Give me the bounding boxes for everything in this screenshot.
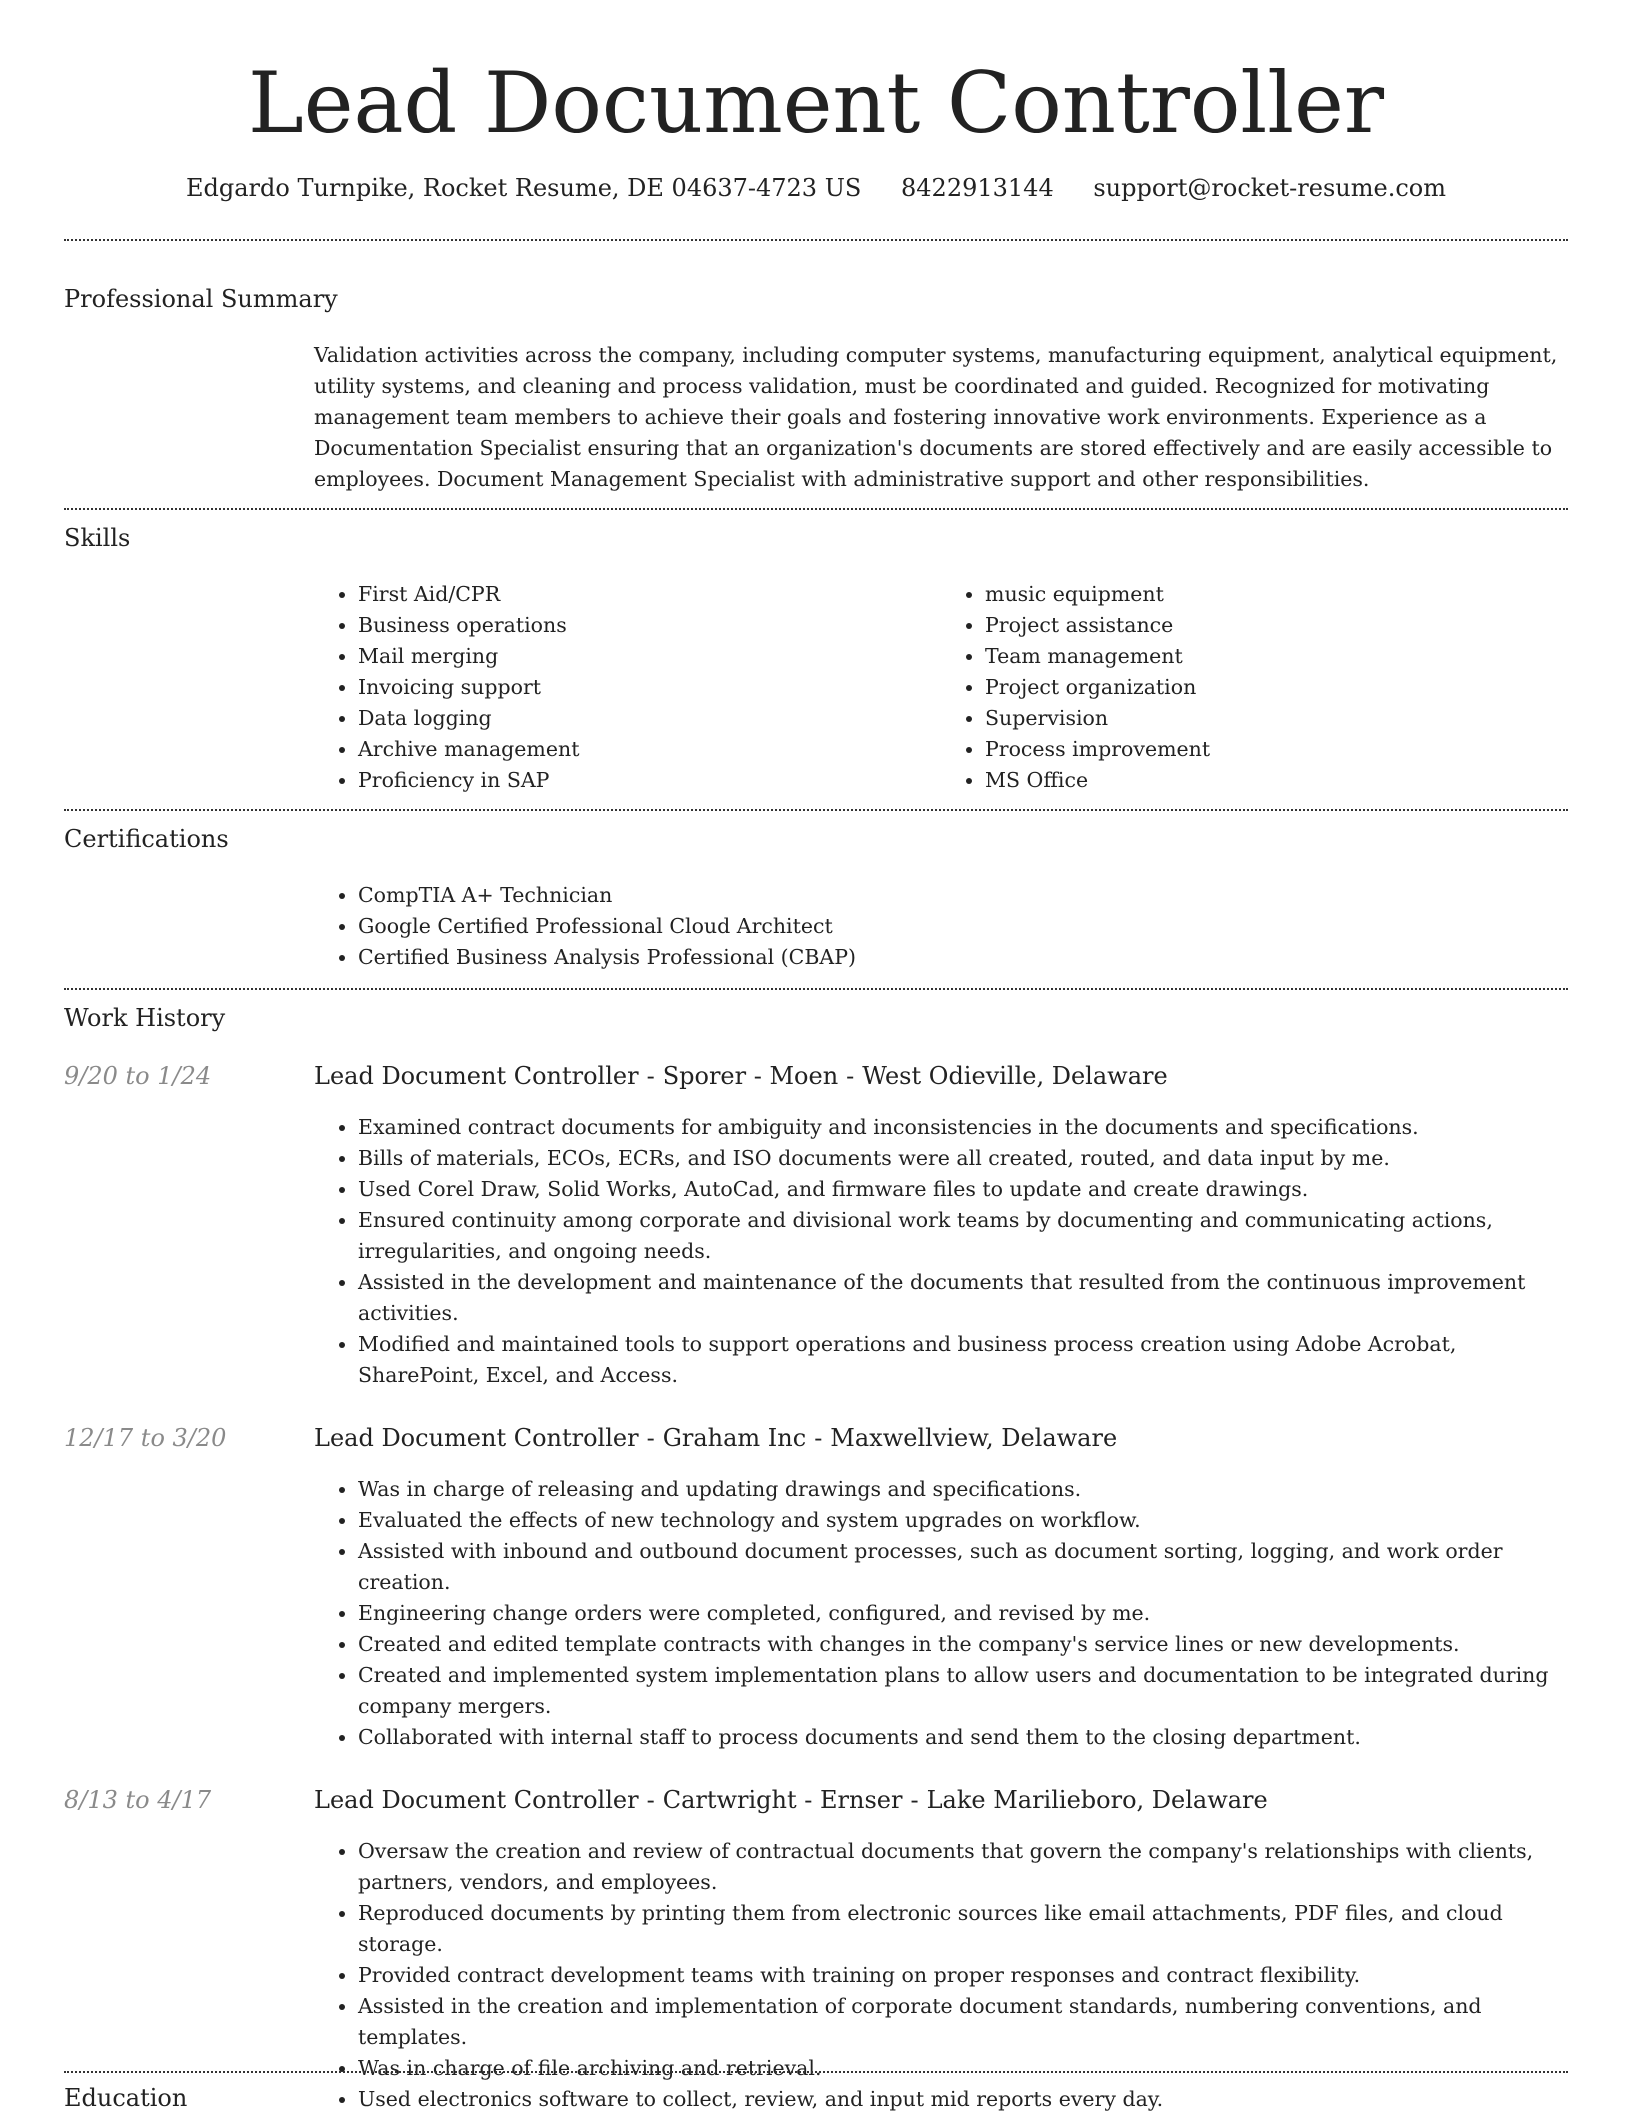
job-bullets (314, 1836, 1568, 2115)
job-heading: Lead Document Controller - Graham Inc - Maxwellview, Delaware (314, 1424, 1118, 1452)
skills-list (314, 579, 1568, 796)
job-title: Lead Document Controller (314, 1062, 639, 1090)
job-location: Lake Marilieboro, Delaware (926, 1786, 1268, 1814)
job-location: Maxwellview, Delaware (830, 1424, 1118, 1452)
job-heading: Lead Document Controller - Cartwright - Ernser - Lake Marilieboro, Delaware (314, 1786, 1268, 1814)
summary-section (314, 340, 1568, 495)
skills-column-left (314, 579, 941, 796)
job-dates: 12/17 to 3/20 (64, 1424, 227, 1452)
job-title: Lead Document Controller (314, 1424, 639, 1452)
job-company: Graham Inc (662, 1424, 807, 1452)
job-bullet: • Ensured continuity among corporate and divisional work teams by documenting and communicating actions, irregularities, and ongoing needs. (358, 1205, 1568, 1267)
job-heading: Lead Document Controller - Sporer - Moen - West Odieville, Delaware (314, 1062, 1168, 1090)
job-bullet: • Assisted with inbound and outbound document processes, such as document sorting, logging, and work order creation. (358, 1536, 1568, 1598)
skill-item: • Process improvement (985, 734, 1568, 765)
section-divider (64, 239, 1568, 241)
job-bullet: • Assisted in the development and maintenance of the documents that resulted from the continuous improvement activities. (358, 1267, 1568, 1329)
work-history-heading: Work History (64, 1004, 226, 1032)
education-heading: Education (64, 2084, 188, 2112)
certification-item: • CompTIA A+ Technician (358, 880, 1568, 911)
job-location: West Odieville, Delaware (862, 1062, 1168, 1090)
job-bullet: • Assisted in the creation and implementation of corporate document standards, numbering conventions, and templates. (358, 1991, 1568, 2053)
job-bullet: • Bills of materials, ECOs, ECRs, and ISO documents were all created, routed, and data input by me. (358, 1143, 1568, 1174)
skill-item: • Data logging (358, 703, 941, 734)
job-dates: 8/13 to 4/17 (64, 1786, 212, 1814)
contact-line (0, 170, 1632, 206)
skill-item: • Team management (985, 641, 1568, 672)
summary-text: Validation activities across the company, including computer systems, manufacturing equipment, analytical equipment, utility systems, and cleaning and process validation, must be coordinated and guided. Recognized for motivating management team members to achieve their goals and fostering innovative work environments. Experience as a Documentation Specialist ensuring that an organization's documents are stored effectively and are easily accessible to employees. Document Management Specialist with administrative support and other responsibilities. (314, 343, 1558, 491)
skill-item: • Archive management (358, 734, 941, 765)
skill-item: • Proficiency in SAP (358, 765, 941, 796)
job-company: Cartwright - Ernser (662, 1786, 903, 1814)
job-bullet: • Used Corel Draw, Solid Works, AutoCad, and firmware files to update and create drawings. (358, 1174, 1568, 1205)
skill-item: • music equipment (985, 579, 1568, 610)
certifications-list (314, 880, 1568, 973)
certifications-heading: Certifications (64, 825, 229, 853)
job-bullet: • Modified and maintained tools to support operations and business process creation using Adobe Acrobat, SharePoint, Excel, and Access. (358, 1329, 1568, 1391)
job-bullet: • Was in charge of file archiving and retrieval. (358, 2053, 1568, 2084)
job-bullet: • Created and implemented system implementation plans to allow users and documentation to be integrated during company mergers. (358, 1660, 1568, 1722)
skill-item: • MS Office (985, 765, 1568, 796)
job-title: Lead Document Controller (314, 1786, 639, 1814)
job-bullet: • Evaluated the effects of new technology and system upgrades on workflow. (358, 1505, 1568, 1536)
skills-heading: Skills (64, 524, 131, 552)
job-bullet: • Oversaw the creation and review of contractual documents that govern the company's relationships with clients, partners, vendors, and employees. (358, 1836, 1568, 1898)
section-divider (64, 988, 1568, 990)
skill-item: • Project organization (985, 672, 1568, 703)
skills-column-right (941, 579, 1568, 796)
job-bullets (314, 1112, 1568, 1391)
skill-item: • First Aid/CPR (358, 579, 941, 610)
skill-item: • Supervision (985, 703, 1568, 734)
job-bullet: • Collaborated with internal staff to process documents and send them to the closing department. (358, 1722, 1568, 1753)
job-bullet: • Used electronics software to collect, review, and input mid reports every day. (358, 2084, 1568, 2115)
section-divider (64, 508, 1568, 510)
certification-item: • Google Certified Professional Cloud Architect (358, 911, 1568, 942)
skill-item: • Business operations (358, 610, 941, 641)
contact-address: Edgardo Turnpike, Rocket Resume, DE 04637-4723 US (186, 174, 862, 202)
contact-phone: 8422913144 (901, 174, 1054, 202)
job-dates: 9/20 to 1/24 (64, 1062, 212, 1090)
section-divider (64, 2071, 1568, 2073)
job-bullet: • Examined contract documents for ambiguity and inconsistencies in the documents and specifications. (358, 1112, 1568, 1143)
job-bullet: • Engineering change orders were completed, configured, and revised by me. (358, 1598, 1568, 1629)
job-bullet: • Reproduced documents by printing them from electronic sources like email attachments, PDF files, and cloud storage. (358, 1898, 1568, 1960)
skill-item: • Invoicing support (358, 672, 941, 703)
skill-item: • Mail merging (358, 641, 941, 672)
skill-item: • Project assistance (985, 610, 1568, 641)
resume-title: Lead Document Controller (247, 54, 1385, 152)
section-divider (64, 809, 1568, 811)
job-company: Sporer - Moen (662, 1062, 839, 1090)
summary-heading: Professional Summary (64, 285, 338, 313)
job-bullets (314, 1474, 1568, 1753)
job-bullet: • Provided contract development teams with training on proper responses and contract flexibility. (358, 1960, 1568, 1991)
job-bullet: • Created and edited template contracts with changes in the company's service lines or new developments. (358, 1629, 1568, 1660)
job-bullet: • Was in charge of releasing and updating drawings and specifications. (358, 1474, 1568, 1505)
contact-email: support@rocket-resume.com (1093, 174, 1446, 202)
certification-item: • Certified Business Analysis Professional (CBAP) (358, 942, 1568, 973)
